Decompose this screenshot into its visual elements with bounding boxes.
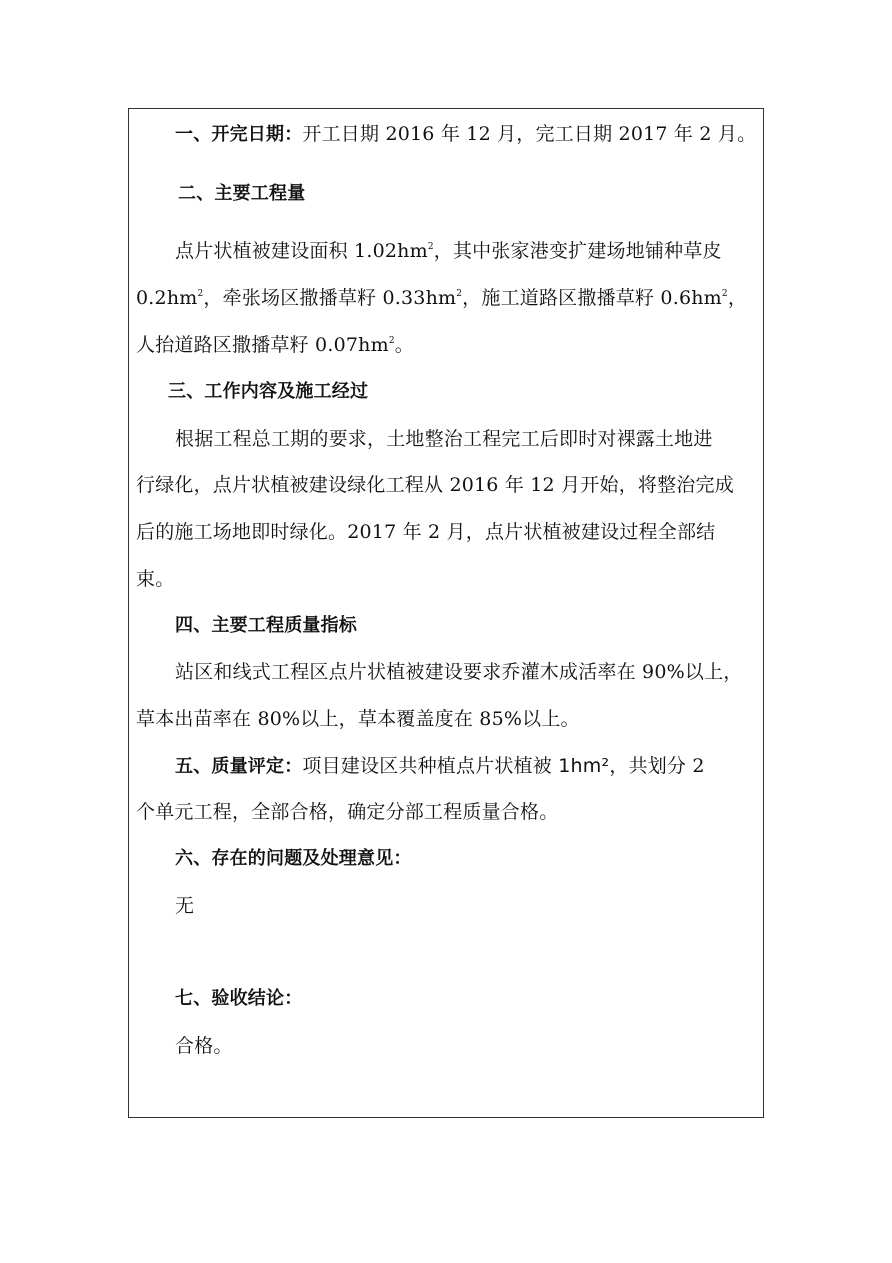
section-7-text: 合格。	[175, 1035, 233, 1057]
section-6-heading: 六、存在的问题及处理意见：	[175, 848, 412, 869]
section-5-line-1: 五、质量评定：项目建设区共种植点片状植被 1hm²，共划分 2	[175, 755, 705, 777]
section-4-line-1: 站区和线式工程区点片状植被建设要求乔灌木成活率在 90%以上，	[175, 661, 743, 683]
section-1-text: 开工日期 2016 年 12 月，完工日期 2017 年 2 月。	[302, 123, 757, 145]
section-2-line-2: $0.2hm^2$，牵张场区撒播草籽 $0.33hm^2$，施工道路区撒播草籽 $0.6hm^2$，	[136, 287, 748, 309]
section-4-line-2: 草本出苗率在 80%以上，草本覆盖度在 85%以上。	[136, 708, 580, 730]
section-3-line-4: 束。	[136, 568, 175, 590]
superscript-2: 2	[427, 242, 434, 252]
section-1-line	[175, 122, 765, 147]
section-4-heading: 四、主要工程质量指标	[175, 615, 357, 636]
section-2-heading: 二、主要工程量	[178, 183, 306, 204]
section-3-line-1: 根据工程总工期的要求，土地整治工程完工后即时对裸露土地进	[175, 428, 713, 450]
section-5-line-2: 个单元工程，全部合格，确定分部工程质量合格。	[136, 801, 559, 823]
section-5-heading: 五、质量评定：	[175, 756, 303, 777]
section-6-text: 无	[175, 895, 195, 917]
section-1-heading: 一、开完日期：	[175, 124, 303, 145]
section-7-heading: 七、验收结论：	[175, 988, 303, 1009]
section-2-line-1: 点片状植被建设面积 $1.02hm^2$，其中张家港变扩建场地铺种草皮	[175, 240, 722, 262]
section-2-line-3: 人抬道路区撒播草籽 $0.07hm^2$。	[136, 334, 414, 356]
section-3-heading: 三、工作内容及施工经过	[168, 381, 369, 402]
section-3-line-3: 后的施工场地即时绿化。2017 年 2 月，点片状植被建设过程全部结	[136, 521, 716, 543]
section-3-line-2: 行绿化，点片状植被建设绿化工程从 2016 年 12 月开始，将整治完成	[136, 474, 734, 496]
